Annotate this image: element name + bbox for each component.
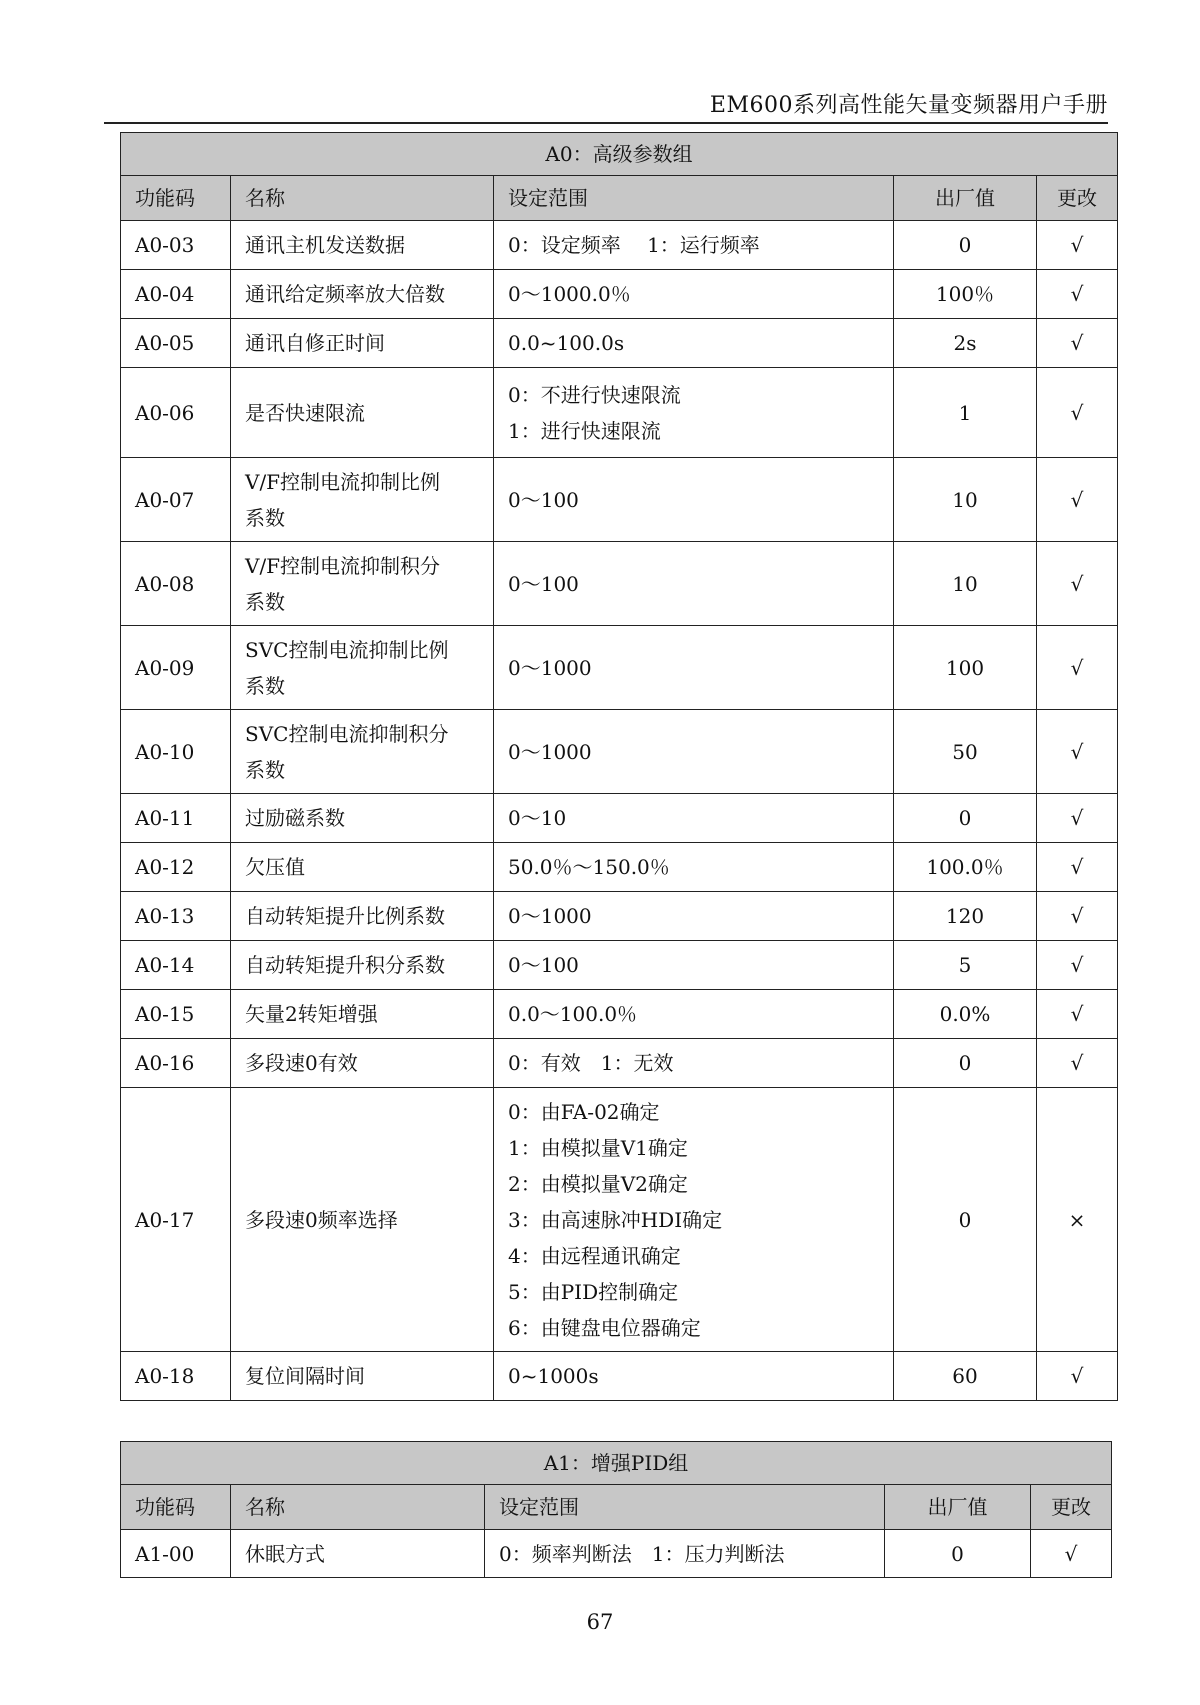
param-default: 1	[894, 368, 1037, 458]
param-name-line: 通讯给定频率放大倍数	[245, 282, 445, 306]
param-code: A0-08	[121, 542, 231, 626]
param-name	[231, 542, 494, 626]
column-header-range: 设定范围	[485, 1485, 885, 1530]
param-name-line: 休眠方式	[245, 1541, 325, 1566]
param-name	[231, 843, 494, 892]
param-code: A0-12	[121, 843, 231, 892]
param-name-line: SVC控制电流抑制积分	[245, 721, 449, 746]
table-row	[121, 368, 1118, 458]
param-code: A0-03	[121, 221, 231, 270]
param-range-line: 4：由远程通讯确定	[508, 1243, 681, 1268]
param-default: 0.0%	[894, 990, 1037, 1039]
param-default: 2s	[894, 319, 1037, 368]
param-code: A0-14	[121, 941, 231, 990]
param-default: 120	[894, 892, 1037, 941]
param-name	[231, 458, 494, 542]
table-row	[121, 270, 1118, 319]
param-range	[494, 990, 894, 1039]
param-name	[231, 990, 494, 1039]
param-range	[494, 843, 894, 892]
param-change-flag: √	[1037, 319, 1118, 368]
param-name-line: 通讯主机发送数据	[245, 233, 405, 257]
param-default: 5	[894, 941, 1037, 990]
table-row	[121, 794, 1118, 843]
table-header-row	[121, 176, 1118, 221]
table-header-row	[121, 1485, 1112, 1530]
column-header-range: 设定范围	[494, 176, 894, 221]
param-code: A0-04	[121, 270, 231, 319]
param-range-line: 5：由PID控制确定	[508, 1279, 679, 1304]
param-range-line: 1：由模拟量V1确定	[508, 1135, 688, 1160]
param-name-line: 自动转矩提升比例系数	[245, 904, 445, 928]
param-name-line: 系数	[245, 589, 285, 614]
param-name-line: 多段速0频率选择	[245, 1207, 398, 1232]
param-code: A1-00	[121, 1530, 231, 1578]
param-range-line: 50.0％～150.0％	[508, 855, 670, 879]
param-range	[494, 319, 894, 368]
param-range-line: 0～1000	[508, 904, 592, 928]
param-range-line: 6：由键盘电位器确定	[508, 1315, 701, 1340]
param-range	[494, 710, 894, 794]
param-name-line: 系数	[245, 757, 285, 782]
param-range-line: 0～100	[508, 487, 579, 512]
param-name	[231, 221, 494, 270]
param-name-line: 系数	[245, 505, 285, 530]
param-range-line: 0.0~100.0s	[508, 331, 625, 355]
header-divider	[104, 122, 1108, 124]
param-name	[231, 941, 494, 990]
table-title-row	[121, 1442, 1112, 1485]
param-range-line: 0~1000s	[508, 1364, 599, 1388]
param-change-flag: √	[1037, 1039, 1118, 1088]
param-range-line: 3：由高速脉冲HDI确定	[508, 1207, 723, 1232]
param-default: 10	[894, 542, 1037, 626]
param-code: A0-16	[121, 1039, 231, 1088]
table-row	[121, 542, 1118, 626]
param-range	[494, 270, 894, 319]
column-header-code: 功能码	[121, 176, 231, 221]
param-code: A0-06	[121, 368, 231, 458]
param-change-flag: √	[1037, 221, 1118, 270]
param-range	[494, 542, 894, 626]
param-default: 0	[885, 1530, 1031, 1578]
table-row	[121, 626, 1118, 710]
param-range	[494, 1088, 894, 1352]
table-row	[121, 1530, 1112, 1578]
param-change-flag: √	[1031, 1530, 1112, 1578]
param-default: 0	[894, 794, 1037, 843]
param-default: 0	[894, 221, 1037, 270]
param-change-flag: √	[1037, 270, 1118, 319]
param-name	[231, 270, 494, 319]
param-name-line: 通讯自修正时间	[245, 331, 385, 355]
param-default: 100	[894, 626, 1037, 710]
parameter-table-a0	[120, 132, 1118, 1401]
table-row	[121, 319, 1118, 368]
param-range-line: 0：不进行快速限流	[508, 382, 681, 407]
param-range	[494, 794, 894, 843]
param-change-flag: √	[1037, 626, 1118, 710]
param-code: A0-09	[121, 626, 231, 710]
column-header-change: 更改	[1031, 1485, 1112, 1530]
param-name-line: 矢量2转矩增强	[245, 1002, 378, 1026]
table-row	[121, 892, 1118, 941]
param-code: A0-15	[121, 990, 231, 1039]
param-range-line: 0～1000	[508, 655, 592, 680]
param-range	[494, 1039, 894, 1088]
param-range	[494, 626, 894, 710]
param-code: A0-10	[121, 710, 231, 794]
param-change-flag: √	[1037, 941, 1118, 990]
table-row	[121, 221, 1118, 270]
param-name	[231, 626, 494, 710]
param-change-flag: √	[1037, 710, 1118, 794]
param-range-line: 0：频率判断法 1：压力判断法	[499, 1541, 785, 1566]
param-range	[494, 368, 894, 458]
param-name	[231, 1352, 494, 1401]
param-name-line: 多段速0有效	[245, 1051, 358, 1075]
param-range-line: 2：由模拟量V2确定	[508, 1171, 688, 1196]
param-name-line: 自动转矩提升积分系数	[245, 953, 445, 977]
table-title-row	[121, 133, 1118, 176]
manual-header-title: EM600系列高性能矢量变频器用户手册	[709, 93, 1108, 118]
param-code: A0-07	[121, 458, 231, 542]
page-number: 67	[586, 1610, 614, 1634]
param-default: 0	[894, 1088, 1037, 1352]
param-range	[494, 941, 894, 990]
param-change-flag: √	[1037, 458, 1118, 542]
param-default: 100.0％	[894, 843, 1037, 892]
param-name	[231, 1088, 494, 1352]
table-row	[121, 710, 1118, 794]
table-row	[121, 990, 1118, 1039]
param-code: A0-13	[121, 892, 231, 941]
param-name	[231, 368, 494, 458]
param-range	[494, 1352, 894, 1401]
param-range-line: 0～1000	[508, 739, 592, 764]
param-range-line: 0～100	[508, 953, 579, 977]
param-change-flag: ×	[1037, 1088, 1118, 1352]
table-row	[121, 1088, 1118, 1352]
param-change-flag: √	[1037, 794, 1118, 843]
param-change-flag: √	[1037, 542, 1118, 626]
param-range-line: 1：进行快速限流	[508, 418, 661, 443]
table-row	[121, 458, 1118, 542]
param-name-line: 欠压值	[245, 855, 305, 879]
table-row	[121, 843, 1118, 892]
column-header-default: 出厂值	[894, 176, 1037, 221]
param-default: 50	[894, 710, 1037, 794]
param-name-line: 复位间隔时间	[245, 1364, 365, 1388]
param-name	[231, 794, 494, 843]
table-row	[121, 1039, 1118, 1088]
param-change-flag: √	[1037, 843, 1118, 892]
param-range	[494, 221, 894, 270]
param-change-flag: √	[1037, 368, 1118, 458]
param-default: 10	[894, 458, 1037, 542]
param-range-line: 0.0～100.0％	[508, 1002, 638, 1026]
column-header-default: 出厂值	[885, 1485, 1031, 1530]
param-change-flag: √	[1037, 892, 1118, 941]
column-header-code: 功能码	[121, 1485, 231, 1530]
param-code: A0-05	[121, 319, 231, 368]
param-change-flag: √	[1037, 990, 1118, 1039]
param-name	[231, 710, 494, 794]
param-name-line: 过励磁系数	[245, 806, 345, 830]
param-range-line: 0～1000.0％	[508, 282, 631, 306]
param-name	[231, 1039, 494, 1088]
column-header-name: 名称	[231, 176, 494, 221]
param-code: A0-18	[121, 1352, 231, 1401]
param-code: A0-11	[121, 794, 231, 843]
param-change-flag: √	[1037, 1352, 1118, 1401]
param-name-line: V/F控制电流抑制积分	[245, 553, 441, 578]
table-row	[121, 1352, 1118, 1401]
table-title: A1：增强PID组	[121, 1442, 1112, 1485]
param-range	[494, 892, 894, 941]
parameter-table-a1	[120, 1441, 1112, 1578]
param-name-line: SVC控制电流抑制比例	[245, 637, 449, 662]
param-name-line: 系数	[245, 673, 285, 698]
param-range-line: 0：设定频率 1：运行频率	[508, 233, 760, 257]
param-name-line: V/F控制电流抑制比例	[245, 469, 441, 494]
param-default: 60	[894, 1352, 1037, 1401]
table-row	[121, 941, 1118, 990]
param-name	[231, 1530, 485, 1578]
param-name-line: 是否快速限流	[245, 400, 365, 425]
param-range-line: 0～100	[508, 571, 579, 596]
table-title: A0：高级参数组	[121, 133, 1118, 176]
param-range-line: 0～10	[508, 806, 567, 830]
param-range	[485, 1530, 885, 1578]
column-header-change: 更改	[1037, 176, 1118, 221]
param-default: 0	[894, 1039, 1037, 1088]
param-range-line: 0：有效 1：无效	[508, 1051, 674, 1075]
param-default: 100％	[894, 270, 1037, 319]
param-name	[231, 319, 494, 368]
column-header-name: 名称	[231, 1485, 485, 1530]
param-name	[231, 892, 494, 941]
param-code: A0-17	[121, 1088, 231, 1352]
param-range	[494, 458, 894, 542]
param-range-line: 0：由FA-02确定	[508, 1099, 660, 1124]
